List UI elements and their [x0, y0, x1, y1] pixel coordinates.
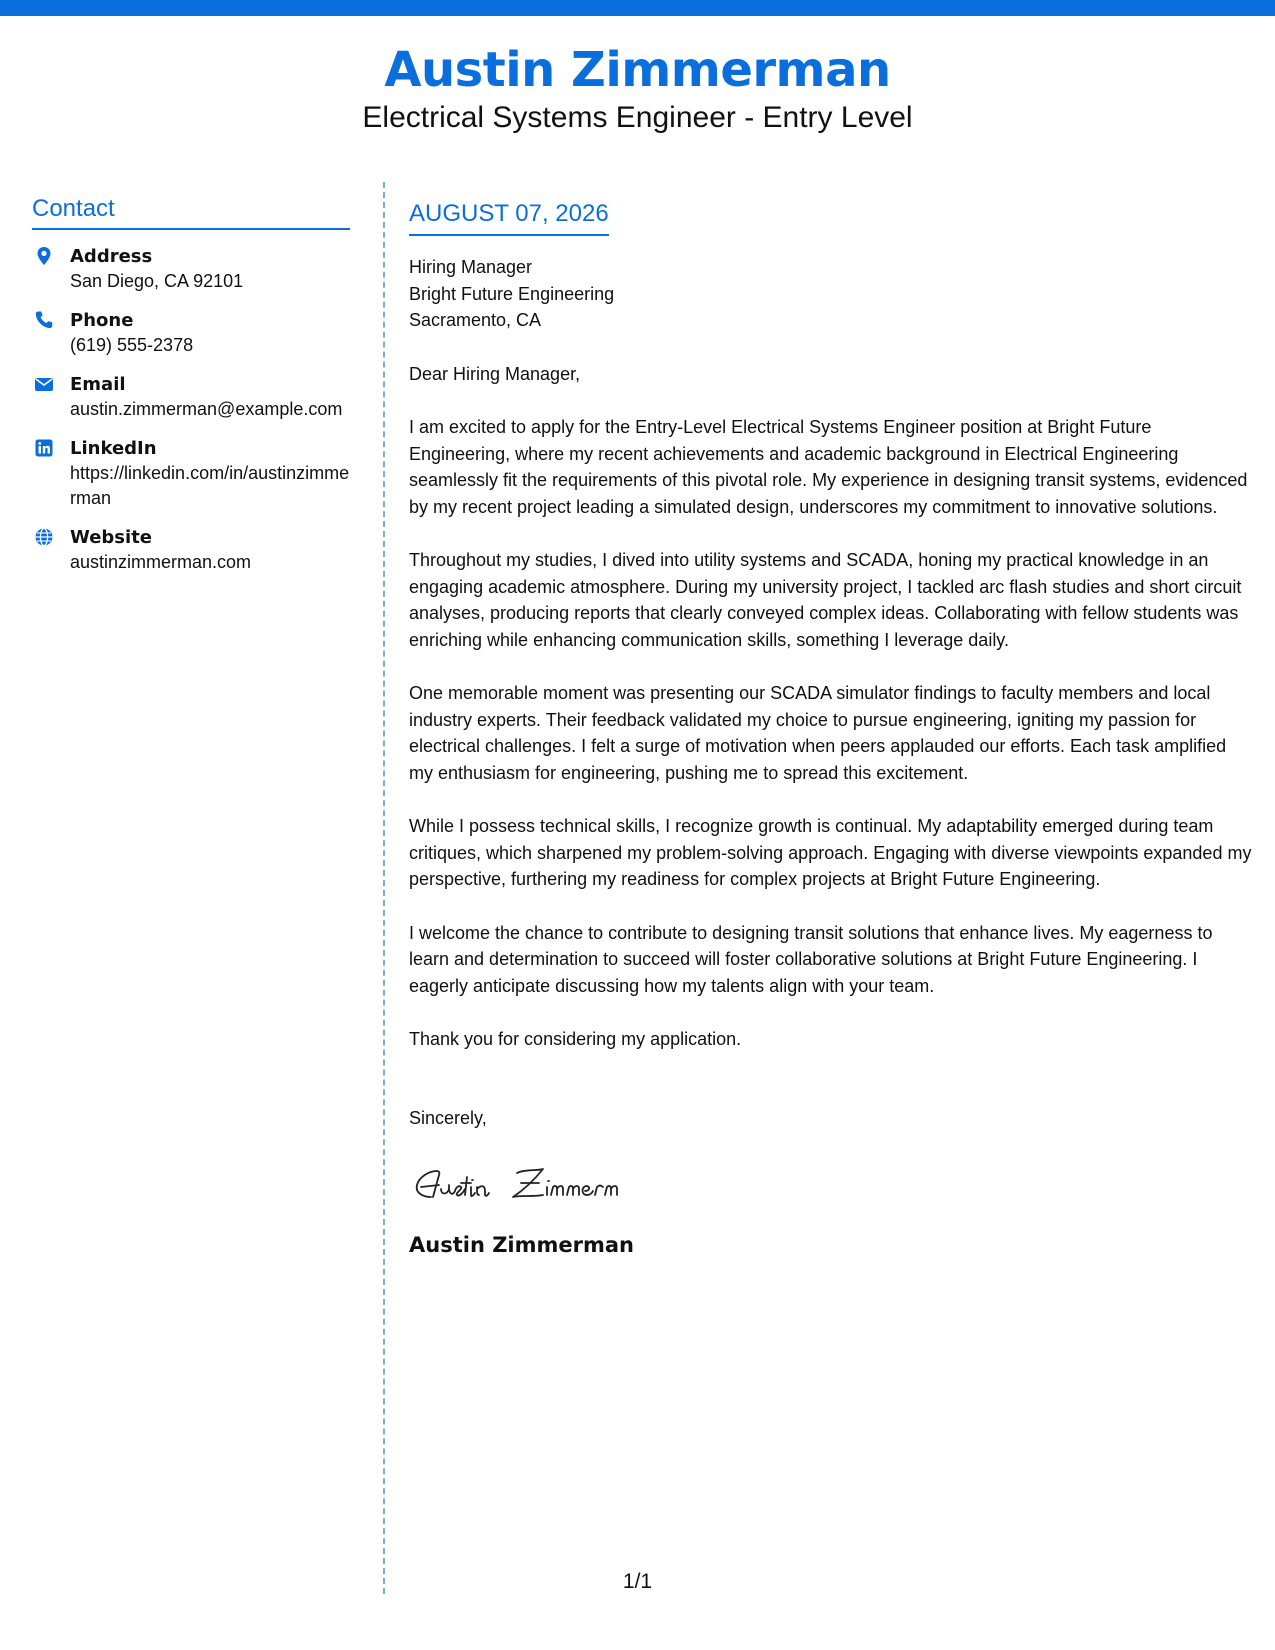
map-pin-icon — [34, 246, 54, 266]
paragraph: I welcome the chance to contribute to designing transit solutions that enhance lives. My eagerness to learn and determination to succeed will foster collaborative solutions at Bright Future Engineering. I eagerly anticipate discussing how my talents align with your team. — [409, 922, 1213, 996]
phone-value: (619) 555-2378 — [70, 335, 194, 355]
applicant-name: Austin Zimmerman — [384, 42, 891, 98]
top-accent-bar — [0, 0, 1275, 16]
column-divider — [383, 182, 385, 1594]
contact-list — [32, 244, 350, 575]
recipient-line: Hiring Manager — [409, 257, 533, 277]
contact-item-address — [32, 244, 350, 294]
contact-label: Email — [70, 374, 126, 395]
contact-item-email — [32, 372, 350, 422]
linkedin-icon — [34, 438, 54, 458]
website-link[interactable]: austinzimmerman.com — [70, 552, 252, 572]
letter-body — [409, 198, 1254, 1259]
letter-date: AUGUST 07, 2026 — [409, 198, 609, 236]
document-header — [0, 40, 1275, 136]
recipient-block — [409, 254, 1254, 334]
paragraph: Throughout my studies, I dived into utility systems and SCADA, honing my practical knowledge in an engaging academic atmosphere. During my university project, I tackled arc flash studies and short circuit analyses, producing reports that clearly conveyed complex ideas. Collaborating with fellow students was enriching while enhancing communication skills, something I leverage daily. — [409, 550, 1242, 650]
email-link[interactable]: austin.zimmerman@example.com — [70, 399, 343, 419]
job-title: Electrical Systems Engineer - Entry Level — [362, 101, 913, 134]
paragraph: One memorable moment was presenting our SCADA simulator findings to faculty members and local industry experts. Their feedback validated my choice to pursue engineering, igniting my passion for electrical challenges. I felt a surge of motivation when peers applauded our efforts. Each task amplified my enthusiasm for engineering, pushing me to spread this excitement. — [409, 683, 1227, 783]
contact-label: Address — [70, 246, 153, 267]
phone-icon — [34, 310, 54, 330]
handwritten-signature — [409, 1153, 1254, 1213]
linkedin-link[interactable]: https://linkedin.com/in/austinzimmerman — [70, 463, 350, 508]
page-number: 1/1 — [622, 1570, 653, 1593]
contact-sidebar — [32, 194, 350, 575]
paragraph: I am excited to apply for the Entry-Level Electrical Systems Engineer position at Bright Future Engineering, where my recent achievements and academic background in Electrical Engineering seamlessly fit the requirements of this pivotal role. My experience in designing transit systems, evidenced by my recent project leading a simulated design, underscores my commitment to innovative solutions. — [409, 417, 1248, 517]
contact-label: LinkedIn — [70, 438, 157, 459]
closing: Sincerely, — [409, 1107, 487, 1128]
salutation: Dear Hiring Manager, — [409, 363, 581, 384]
address-value: San Diego, CA 92101 — [70, 271, 244, 291]
recipient-line: Sacramento, CA — [409, 310, 542, 330]
globe-icon — [34, 527, 54, 547]
contact-label: Website — [70, 527, 153, 548]
recipient-line: Bright Future Engineering — [409, 283, 615, 304]
envelope-icon — [34, 374, 54, 394]
contact-label: Phone — [70, 310, 134, 331]
paragraph: While I possess technical skills, I recognize growth is continual. My adaptability emerged during team critiques, which sharpened my problem-solving approach. Engaging with diverse viewpoints expanded my perspective, furthering my readiness for complex projects at Bright Future Engineering. — [409, 816, 1252, 889]
contact-item-linkedin — [32, 436, 350, 511]
signer-name: Austin Zimmerman — [409, 1233, 634, 1257]
contact-item-phone — [32, 308, 350, 358]
contact-heading: Contact — [32, 194, 350, 230]
contact-item-website — [32, 525, 350, 575]
paragraph: Thank you for considering my application. — [409, 1029, 742, 1049]
